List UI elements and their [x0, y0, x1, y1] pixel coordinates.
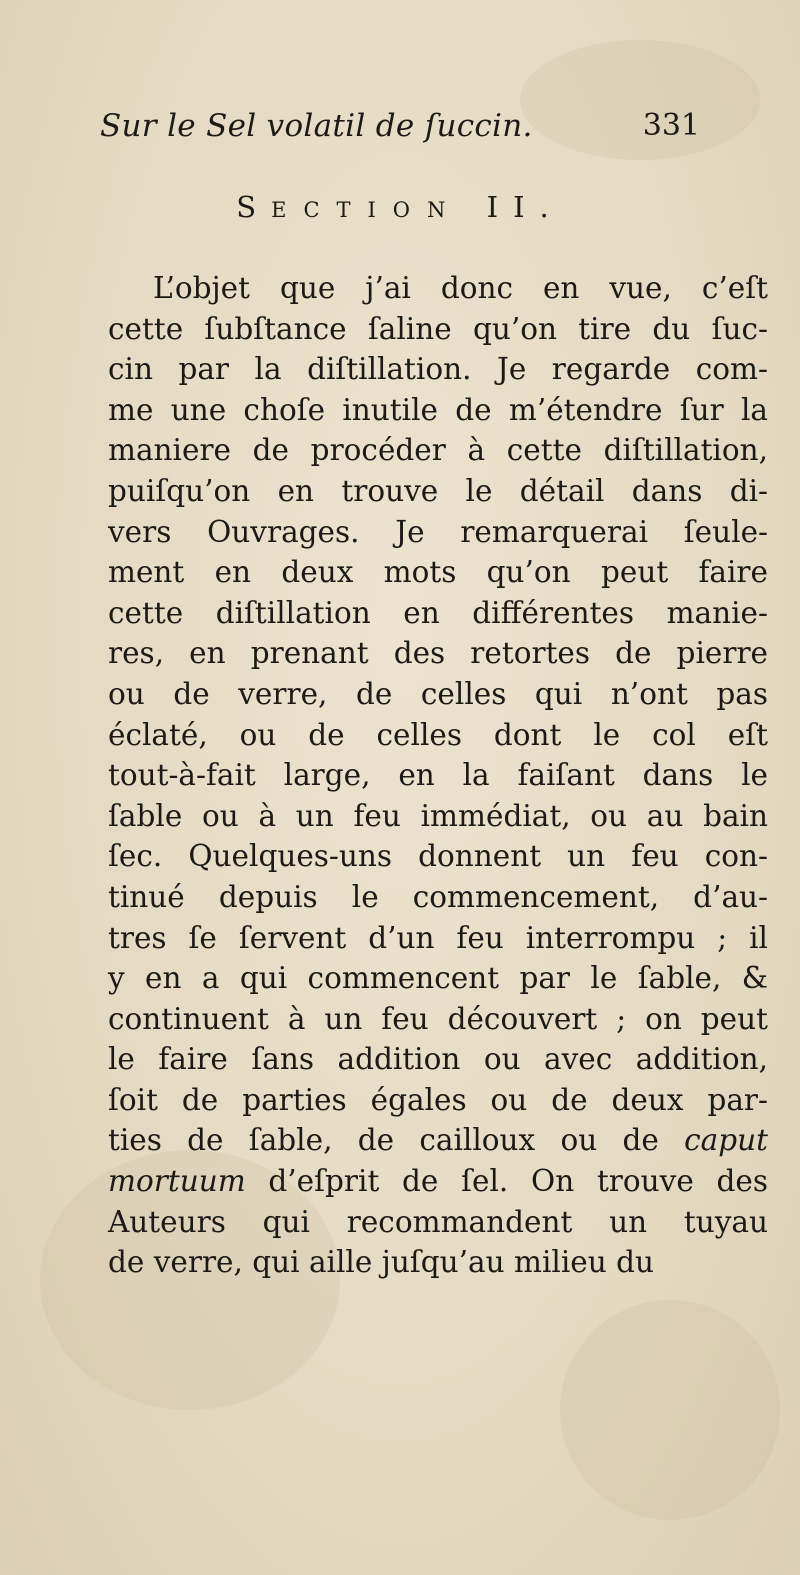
text-line: res, en prenant des retortes de pierre	[108, 636, 768, 671]
text-line: le faire ſans addition ou avec addition,	[108, 1042, 768, 1077]
text-line: tout-à-fait large, en la faiſant dans le	[108, 758, 768, 793]
text-line: ſec. Quelques-uns donnent un feu con-	[108, 839, 768, 874]
text-line: me une choſe inutile de m’étendre ſur la	[108, 392, 768, 427]
text-line: maniere de procéder à cette diſtillation,	[108, 433, 768, 468]
text-line: ſable ou à un feu immédiat, ou au bain	[108, 798, 768, 833]
section-heading	[0, 190, 800, 224]
text-line: vers Ouvrages. Je remarquerai ſeule-	[108, 514, 768, 549]
text-line: tres ſe ſervent d’un feu interrompu ; il	[108, 920, 768, 955]
text-line: y en a qui commencent par le ſable, &	[108, 961, 768, 996]
italic-term: caput	[684, 1123, 768, 1158]
text-line: ment en deux mots qu’on peut faire	[108, 555, 768, 590]
page-number: 331	[642, 108, 700, 143]
text-line: puiſqu’on en trouve le détail dans di-	[108, 473, 768, 508]
text-line: tinué depuis le commencement, d’au-	[108, 879, 768, 914]
text-line: ou de verre, de celles qui n’ont pas	[108, 676, 768, 711]
italic-term: mortuum	[108, 1164, 246, 1199]
text-line: cin par la diſtillation. Je regarde com-	[108, 352, 768, 387]
text-line-roman: ties de ſable, de cailloux ou de	[108, 1123, 659, 1158]
section-initial: S	[236, 190, 272, 224]
section-word: ECTION	[271, 198, 463, 222]
text-line: cette diſtillation en différentes manie-	[108, 595, 768, 630]
page-header	[100, 108, 740, 152]
text-line: cette ſubſtance ſaline qu’on tire du ſuc-	[108, 311, 768, 346]
text-line: ſoit de parties égales ou de deux par-	[108, 1082, 768, 1117]
paper-stain	[560, 1300, 780, 1520]
text-line: L’objet que j’ai donc en vue, c’eſt	[153, 271, 768, 305]
text-line: continuent à un feu découvert ; on peut	[108, 1001, 768, 1036]
body-paragraph	[108, 268, 768, 1283]
text-line	[108, 1161, 768, 1202]
text-line	[108, 1120, 768, 1161]
text-line-roman: d’eſprit de ſel. On trouve des	[245, 1164, 768, 1199]
text-line: Auteurs qui recommandent un tuyau	[108, 1204, 768, 1239]
text-line: de verre, qui aille juſqu’au milieu du	[108, 1245, 654, 1280]
section-number: II.	[486, 190, 564, 224]
text-line: éclaté, ou de celles dont le col eſt	[108, 717, 768, 752]
running-title: Sur le Sel volatil de ſuccin.	[100, 108, 533, 144]
